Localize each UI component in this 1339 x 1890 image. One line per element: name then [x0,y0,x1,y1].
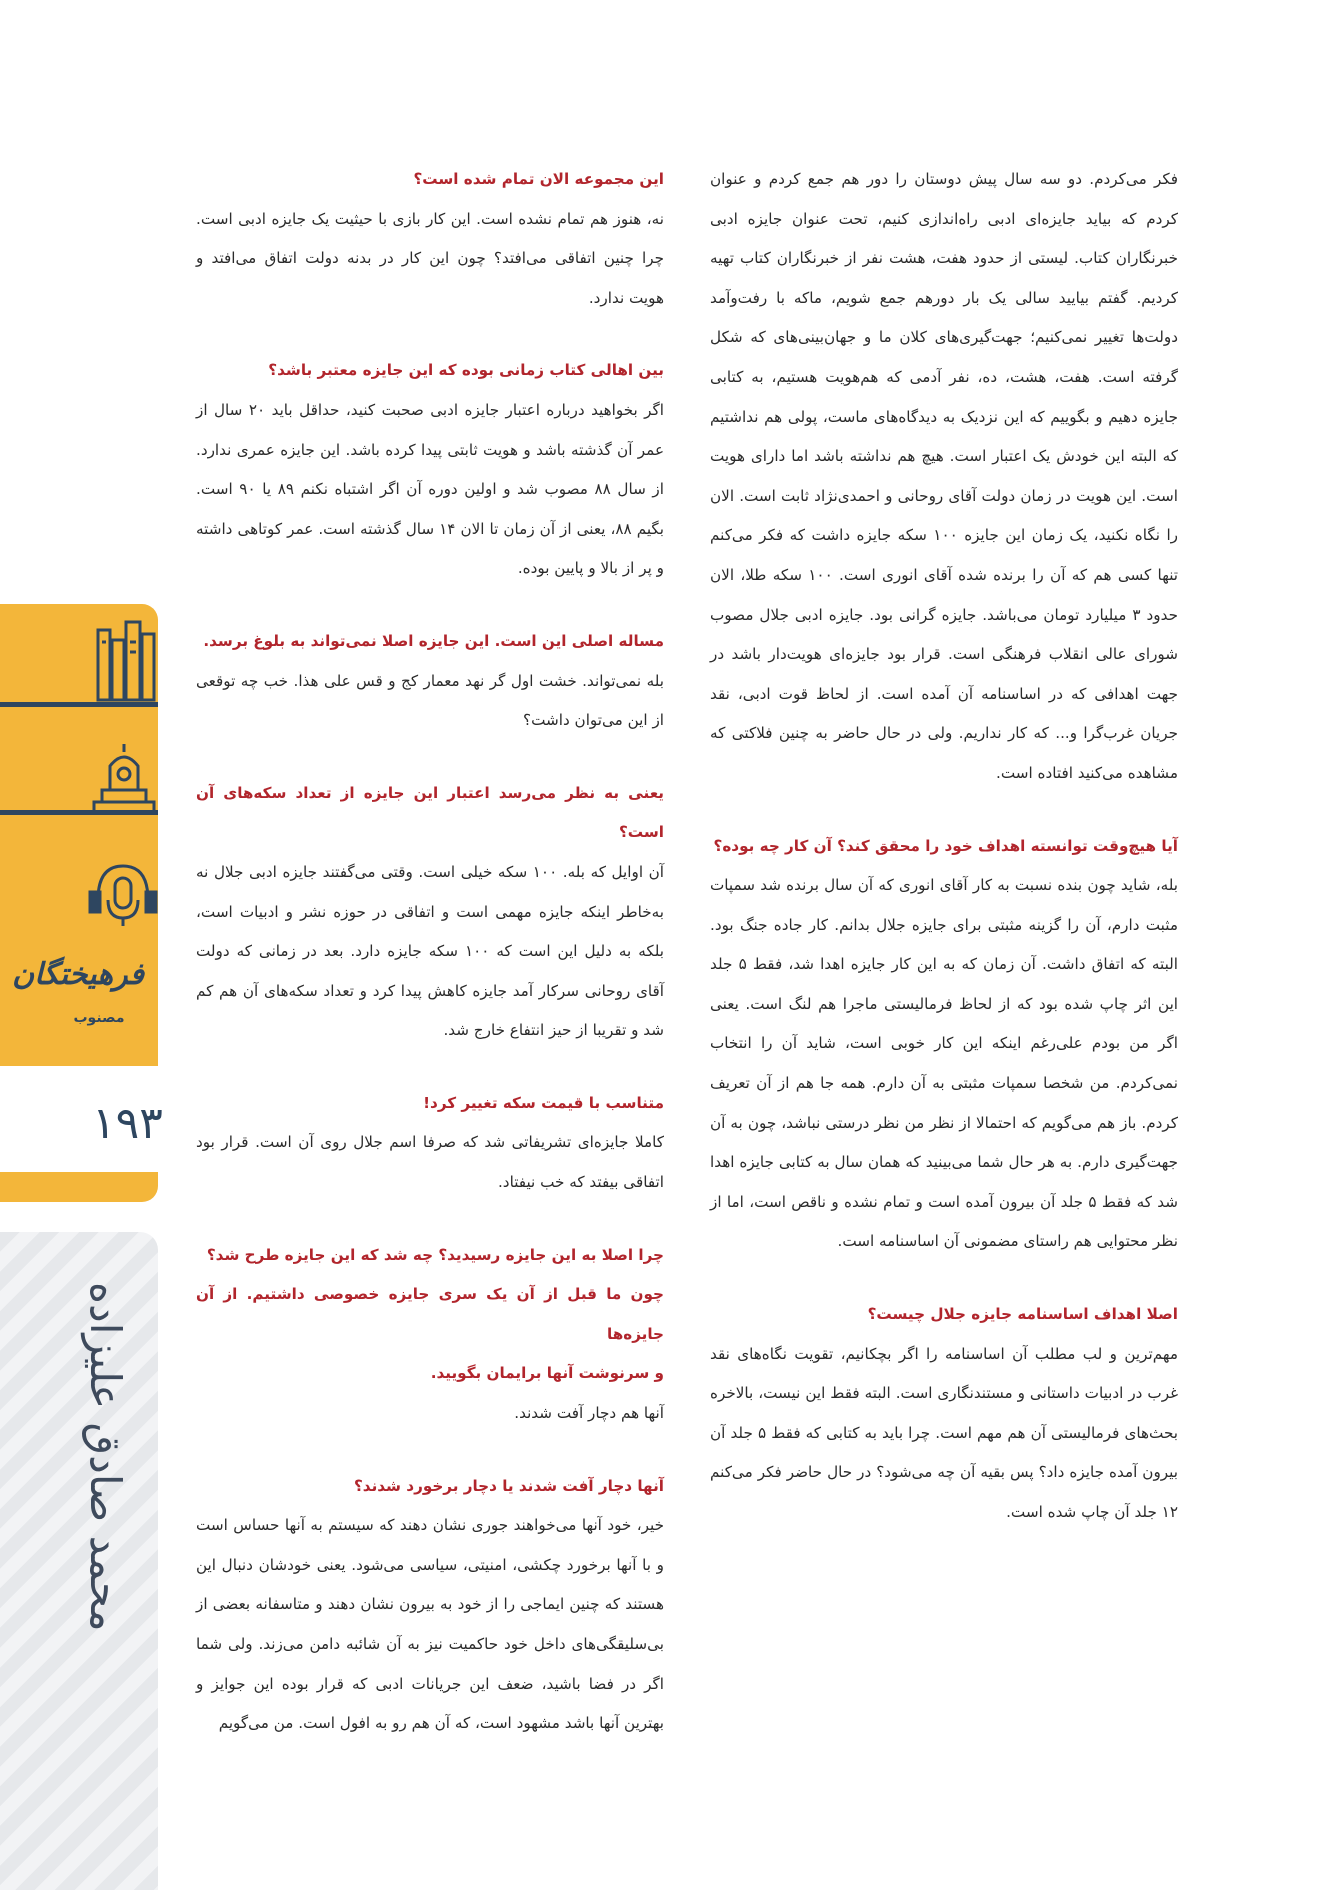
author-panel [0,1232,158,1890]
text-line: آنها هم دچار آفت شدند. [514,1404,664,1423]
text-line: کاملا جایزه‌ای تشریفاتی شد که صرفا اسم جلال روی آن است. [255,1133,665,1152]
paragraph-gap [710,1262,1178,1295]
answer-paragraph [196,1394,664,1434]
text-line: کتابی جایزه اهدا شد که فقط ۵ جلد آن بیرون آمده است و تمام [710,1153,1178,1211]
text-line: این جایزه عمری ندارد. از سال ۸۸ مصوب شد و اولین دوره آن [196,440,664,499]
question-heading: آنها دچار آفت شدند یا دچار برخورد شدند؟ [354,1476,664,1495]
text-line: به این کار جایزه اهدا شد، فقط ۵ جلد این اثر چاپ شده بود [710,955,1179,1013]
question-heading: اصلا اهداف اساسنامه جایزه جلال چیست؟ [867,1305,1178,1324]
page-number: ۱۹۳ [92,1098,163,1149]
paragraph-gap [196,589,664,622]
text-line: نه، هنوز هم تمام نشده است. این کار بازی با حیثیت یک جایزه [271,209,665,228]
text-line: بله، شاید چون بنده نسبت به کار آقای انوری که آن سال برنده [786,876,1178,895]
text-line: چاپ شده است. [1006,1503,1110,1521]
text-line: یعنی خودشان دنبال این هستند که چنین ایماجی را از خود به [196,1555,664,1614]
shelf-line-1 [0,702,158,707]
paragraph-gap [196,1203,664,1236]
answer-paragraph [196,1123,664,1202]
text-line: آن اساسنامه است. [837,1232,959,1251]
text-line: می‌باشد. جایزه گرانی بود. جایزه ادبی جلال مصوب شورای عالی [710,605,1178,664]
question-heading: چون ما قبل از آن یک سری جایزه خصوصی داشتیم. از آن جایزه‌ها [196,1285,664,1343]
answer-paragraph [710,160,1178,794]
answer-paragraph [196,391,664,589]
text-line: و احمدی‌نژاد ثابت است. الان را نگاه نکنید، یک زمان این جایزه [710,486,1178,545]
text-line: علی‌رغم اینکه این کار خوبی است، شاید آن را انتخاب نمی‌کردم. [710,1034,1178,1093]
article-column-left [196,160,664,1744]
text-line: اتفاق می‌افتد و هویت ندارد. [196,249,664,307]
text-line: آنها باشد مشهود است، که آن هم رو به افول است. من می‌گویم [218,1714,620,1733]
paragraph-gap [196,741,664,774]
text-line: ادبیات است، بلکه به دلیل این است که ۱۰۰ سکه جایزه دارد. بعد [196,902,664,961]
text-line: ۱۴ سال گذشته است. عمر کوتاهی داشته و پر از بالا و پایین بوده. [196,519,664,578]
answer-paragraph [710,1335,1178,1533]
text-line: ادبی است. چرا چنین اتفاقی می‌افتد؟ چون این کار در بدنه دولت [196,209,665,268]
question-heading: یعنی به نظر می‌رسد اعتبار این جایزه از تعداد سکه‌های آن است؟ [196,783,664,842]
text-line: اهدافی که در اساسنامه آن آمده است. از لحاظ قوت ادبی، نقد [710,684,1139,703]
text-line: خیر، خود آنها می‌خواهند جوری نشان دهند که سیستم به آنها [284,1516,665,1535]
question-heading: آیا هیچ‌وقت توانسته اهداف خود را محقق کند؟ آن کار چه بوده؟ [713,836,1178,855]
text-line: نشده و ناقص است، اما از نظر محتوایی هم راستای مضمونی [710,1192,1178,1251]
text-line: نداشتیم که البته این خودش یک اعتبار است. هیچ هم نداشته [710,407,1179,466]
text-line: چه توقعی از این می‌توان داشت؟ [196,671,664,730]
text-line: اگر بخواهید درباره اعتبار جایزه ادبی صحبت کنید، حداقل باید [271,400,665,419]
paragraph-gap [196,318,664,351]
text-line: ۲۰ سال از عمر آن گذشته باشد و هویت ثابتی پیدا کرده باشد. [196,400,665,459]
paragraph-gap [196,1051,664,1084]
text-line: عنوان کردم که بیاید جایزه‌ای ادبی راه‌اندازی کنیم، تحت عنوان [710,170,1179,228]
text-line: جریان غرب‌گرا و... که کار نداریم. ولی در حال حاضر به چنین [778,724,1179,743]
text-line: جایزه ادبی خبرنگاران کتاب. لیستی از حدود هفت، هشت [710,209,1178,268]
podcast-microphone-icon [86,860,160,930]
text-line: ۱۰۰ سکه جایزه داشت که فکر می‌کنم تنها کسی هم که آن را برنده [710,526,1178,584]
answer-paragraph [196,853,664,1051]
text-line: دهیم و بگوییم که این نزدیک به دیدگاه‌های ماست، پولی هم [764,407,1138,426]
text-line: من شخصا سمپات مثبتی به آن دارم. همه جا هم از آن تعریف [710,1074,1110,1093]
text-line: که از لحاظ فرمالیستی ماجرا هم لنگ است. یعنی اگر من بودم [710,994,1178,1053]
text-line: نفر از خبرنگاران کتاب تهیه کردیم. گفتم بیایید سالی یک بار [710,249,1179,307]
answer-paragraph [196,1506,664,1744]
text-line: بیرون نشان دهند و متاسفانه بعضی از بی‌سلیقگی‌های داخل [196,1595,665,1653]
question-heading: و سرنوشت آنها برایمان بگویید. [430,1364,664,1383]
text-line: باشد اما دارای هویت است. این هویت در زمان دولت آقای روحانی [710,447,1178,505]
bookshelf-icon [90,612,160,712]
paragraph-gap [196,1434,664,1467]
text-line: به آن جهت‌گیری دارم. به هر حال شما می‌بینید که همان سال به [710,1113,1179,1172]
text-line: انقلاب فرهنگی است. قرار بود جایزه‌ای هویت‌دار باشد در جهت [710,645,1179,703]
text-line: باشید، ضعف این جریانات ادبی که قرار بوده این جوایز و بهترین [196,1674,664,1733]
text-line: البته فقط این نیست، بالاخره بحث‌های فرمالیستی آن هم مهم [710,1384,1179,1442]
text-line: جهت‌گیری‌های کلان ما و جهان‌بینی‌های که شکل گرفته است. [710,328,1179,386]
answer-paragraph [196,200,664,319]
text-line: اگر اشتباه نکنم ۸۹ یا ۹۰ است. بگیم ۸۸، یعنی از آن زمان تا الان [196,480,665,538]
question-heading: مساله اصلی این است. این جایزه اصلا نمی‌تواند به بلوغ برسد. [203,631,664,650]
question-heading: بین اهالی کتاب زمانی بوده که این جایزه معتبر باشد؟ [268,361,664,380]
text-line: شد سمپات مثبت دارم، آن را گزینه مثبتی برای جایزه جلال [710,876,1178,934]
author-name: محمد صادق علیزاده [81,1282,130,1632]
text-line: بدانم. کار جاده جنگ بود. البته که اتفاق داشت. آن زمان که [710,915,1179,974]
text-line: است. چرا باید به کتابی که فقط ۵ جلد آن بیرون آمده جایزه داد؟ [710,1423,1178,1482]
text-line: بله نمی‌تواند. خشت اول گر نهد معمار کج و قس علی هذا. خب [263,671,664,690]
brand-name: فرهیختگان [12,957,144,992]
question-heading: این مجموعه الان تمام شده است؟ [413,170,664,188]
text-line: فلاکتی که مشاهده می‌کنید افتاده است. [710,724,1178,782]
text-line: فکر می‌کردم. دو سه سال پیش دوستان را دور هم جمع کردم و [754,170,1178,188]
text-line: مهم‌ترین و لب مطلب آن اساسنامه را اگر بچکانیم، تقویت [794,1344,1179,1363]
text-line: شده آقای انوری است. ۱۰۰ سکه طلا، الان حدود ۳ میلیارد تومان [710,565,1179,624]
answer-paragraph [710,866,1178,1262]
text-line: در زمانی که دولت آقای روحانی سرکار آمد جایزه کاهش پیدا کرد [196,942,665,1000]
text-line: خود حاکمیت نیز به آن شائبه دامن می‌زند. ولی شما اگر در فضا [196,1635,664,1693]
answer-paragraph [196,662,664,741]
text-line: آن اوایل که بله. ۱۰۰ سکه خیلی است. وقتی می‌گفتند جایزه ادبی [249,862,664,881]
brand-logo [12,945,144,1040]
paragraph-gap [710,794,1178,827]
shelf-line-2 [0,810,158,815]
text-line: دورهم جمع شویم، ماکه با رفت‌وآمد دولت‌ها تغییر نمی‌کنیم؛ [710,288,1179,347]
text-line: نگاه‌های نقد غرب در ادبیات داستانی و مستندنگاری است. [710,1344,1179,1403]
text-line: پس بقیه آن چه می‌شود؟ در حال حاضر فکر می‌کنم ۱۲ جلد آن [710,1463,1178,1521]
text-line: کردم. باز هم می‌گویم که احتمالا از نظر من نظر درستی نباشد، چون [747,1113,1178,1132]
text-line: قرار بود اتفاقی بیفتد که خب نیفتاد. [196,1133,664,1192]
text-line: حساس است و با آنها برخورد چکشی، امنیتی، سیاسی می‌شود. [196,1516,665,1574]
question-heading: چرا اصلا به این جایزه رسیدید؟ چه شد که این جایزه طرح شد؟ [206,1245,664,1264]
text-line: جلال نه به‌خاطر اینکه جایزه مهمی است و اتفاقی در حوزه نشر و [196,862,665,921]
question-heading: متناسب با قیمت سکه تغییر کرد! [423,1093,664,1112]
brand-subtitle: مصنوب [73,1010,125,1026]
text-line: و تعداد سکه‌های آن هم کم شد و تقریبا از حیز انتفاع خارج شد. [196,981,664,1040]
article-column-right [710,160,1178,1533]
text-line: هفت، هشت، ده، نفر آدمی که هم‌هویت هستیم، به کتابی جایزه [710,367,1179,426]
